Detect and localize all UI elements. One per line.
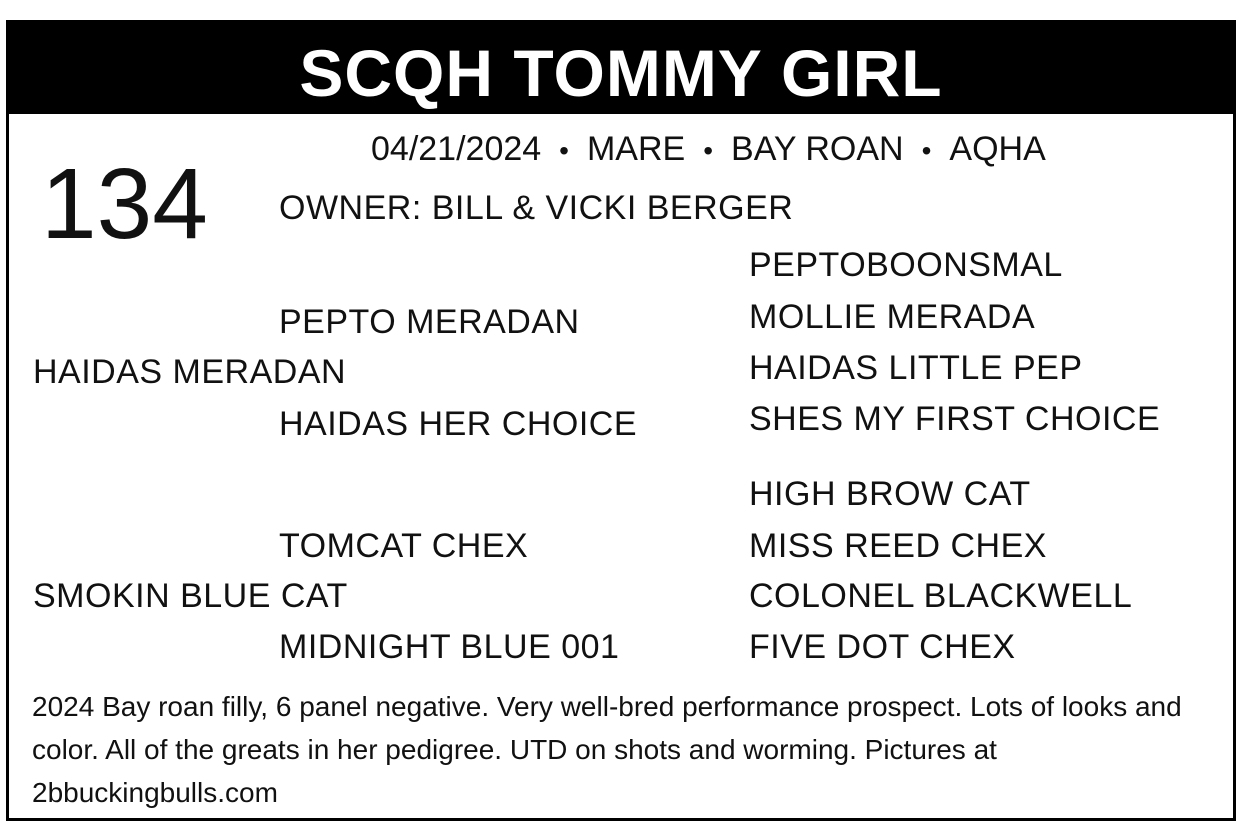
foal-date: 04/21/2024 (371, 130, 542, 168)
pedigree-dam-dam: MIDNIGHT BLUE 001 (279, 628, 620, 666)
pedigree-sire-dam-sire: HAIDAS LITTLE PEP (749, 349, 1083, 387)
horse-name-banner: SCQH TOMMY GIRL (9, 23, 1233, 114)
lot-number: 134 (41, 148, 208, 260)
pedigree-dam: SMOKIN BLUE CAT (33, 577, 348, 615)
pedigree-sire-dam-dam: SHES MY FIRST CHOICE (749, 400, 1161, 438)
pedigree-dam-sire-sire: HIGH BROW CAT (749, 475, 1031, 513)
pedigree-dam-sire-dam: MISS REED CHEX (749, 527, 1047, 565)
pedigree-sire-sire: PEPTO MERADAN (279, 303, 580, 341)
pedigree-sire-sire-dam: MOLLIE MERADA (749, 298, 1036, 336)
pedigree-sire-sire-sire: PEPTOBOONSMAL (749, 246, 1063, 284)
pedigree-sire: HAIDAS MERADAN (33, 353, 347, 391)
owner-line: OWNER: BILL & VICKI BERGER (279, 189, 794, 227)
horse-info-line (371, 126, 1046, 174)
sale-listing-card (6, 20, 1236, 821)
separator-dot: • (559, 135, 569, 166)
horse-sex: MARE (586, 130, 686, 168)
pedigree-dam-dam-sire: COLONEL BLACKWELL (749, 577, 1133, 615)
separator-dot: • (703, 135, 714, 166)
pedigree-dam-sire: TOMCAT CHEX (279, 527, 529, 565)
pedigree-sire-dam: HAIDAS HER CHOICE (279, 405, 637, 443)
horse-color: BAY ROAN (731, 130, 904, 168)
pedigree-dam-dam-dam: FIVE DOT CHEX (749, 628, 1016, 666)
separator-dot: • (921, 135, 932, 166)
horse-description: 2024 Bay roan filly, 6 panel negative. Very well-bred performance prospect. Lots of looks and color. All of the greats in her pedigree. UTD on shots and worming. Pictures at 2bbuckingbulls.com (32, 691, 1182, 808)
horse-registry: AQHA (949, 130, 1046, 168)
